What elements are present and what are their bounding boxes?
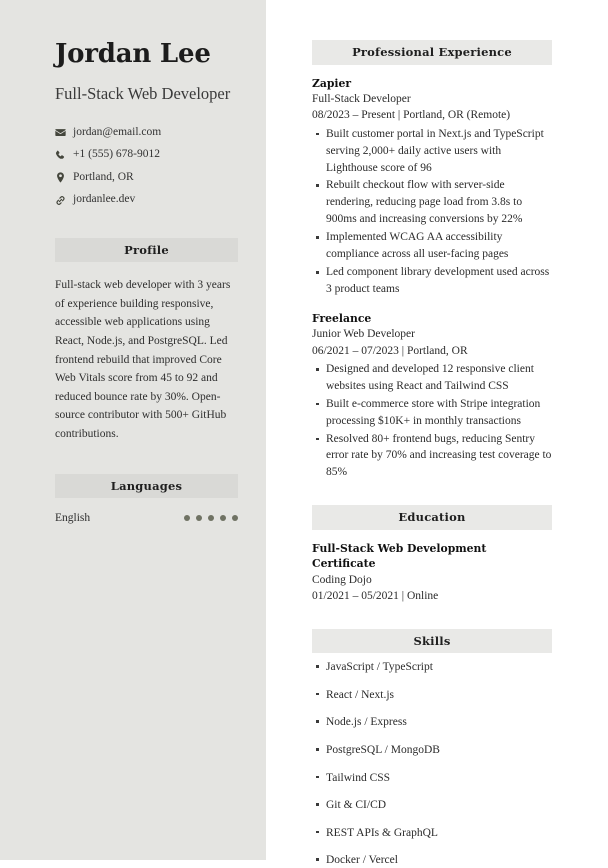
skill-item: JavaScript / TypeScript: [326, 659, 552, 675]
education-school: Coding Dojo: [312, 574, 372, 587]
education-entry: [312, 541, 552, 605]
contact-location-text: Portland, OR: [73, 170, 134, 183]
language-level-dots: [184, 515, 238, 521]
language-row: [55, 512, 238, 524]
job-bullet: Led component library development used across 3 product teams: [326, 264, 552, 298]
contact-item-email[interactable]: [55, 125, 238, 140]
skill-item: Docker / Vercel: [326, 852, 552, 868]
employer-name: Zapier: [312, 76, 352, 90]
location-pin-icon: [55, 172, 73, 183]
contact-item-website[interactable]: [55, 193, 238, 208]
section-heading-languages: Languages: [55, 474, 238, 499]
job-bullet: Rebuilt checkout flow with server-side rendering, reducing page load from 3.8s to 900ms and increasing conversions by 22%: [326, 177, 552, 228]
section-profile: [55, 238, 238, 444]
job-bullet: Implemented WCAG AA accessibility compliance across all user-facing pages: [326, 229, 552, 263]
section-experience: [312, 40, 552, 481]
skill-item: Tailwind CSS: [326, 770, 552, 786]
job-title: Junior Web Developer: [312, 328, 415, 341]
section-heading-experience: Professional Experience: [312, 40, 552, 65]
contact-phone-text: +1 (555) 678-9012: [73, 148, 160, 161]
experience-entry: [312, 76, 552, 298]
job-bullet: Resolved 80+ frontend bugs, reducing Sentry error rate by 70% and increasing test coverage to 85%: [326, 431, 552, 482]
skills-list: [312, 659, 552, 868]
experience-entry: [312, 311, 552, 482]
job-title: Full-Stack Developer: [312, 93, 411, 106]
job-bullet-list: [312, 361, 552, 481]
section-languages: [55, 474, 238, 525]
phone-icon: [55, 150, 73, 161]
link-icon: [55, 195, 73, 206]
contact-item-location: [55, 170, 238, 185]
profile-text: Full-stack web developer with 3 years of experience building responsive, accessible web applications using React, Node.js, and PostgreSQL. Led frontend rebuild that improved Core Web Vitals score from 45 to 92 and reduced bounce rate by 30%. Open-source contributor with 500+ GitHub contributions.: [55, 279, 231, 441]
job-bullet-list: [312, 126, 552, 298]
skill-item: Git & CI/CD: [326, 797, 552, 813]
job-bullet: Built e-commerce store with Stripe integration processing $10K+ in monthly transactions: [326, 396, 552, 430]
section-skills: [312, 629, 552, 868]
candidate-name: Jordan Lee: [55, 39, 211, 69]
skill-item: React / Next.js: [326, 687, 552, 703]
level-dot: [184, 515, 190, 521]
job-dates-location: 08/2023 – Present | Portland, OR (Remote): [312, 109, 511, 122]
skill-item: PostgreSQL / MongoDB: [326, 742, 552, 758]
section-education: [312, 505, 552, 604]
employer-name: Freelance: [312, 311, 372, 325]
level-dot: [232, 515, 238, 521]
level-dot: [196, 515, 202, 521]
skill-item: REST APIs & GraphQL: [326, 825, 552, 841]
sidebar: [0, 0, 266, 860]
envelope-icon: [55, 127, 73, 138]
section-heading-skills: Skills: [312, 629, 552, 654]
candidate-headline: Full-Stack Web Developer: [55, 84, 231, 104]
job-bullet: Designed and developed 12 responsive client websites using React and Tailwind CSS: [326, 361, 552, 395]
main-column: [266, 0, 608, 867]
language-name: English: [55, 512, 91, 525]
contact-website-text: jordanlee.dev: [73, 193, 136, 206]
education-title: Full-Stack Web Development Certificate: [312, 541, 487, 571]
job-bullet: Built customer portal in Next.js and TypeScript serving 2,000+ daily active users with Lighthouse score of 96: [326, 126, 552, 177]
contact-list: [55, 125, 238, 208]
education-dates-location: 01/2021 – 05/2021 | Online: [312, 590, 439, 603]
level-dot: [208, 515, 214, 521]
section-heading-profile: Profile: [55, 238, 238, 263]
contact-item-phone[interactable]: [55, 148, 238, 163]
section-heading-education: Education: [312, 505, 552, 530]
skill-item: Node.js / Express: [326, 714, 552, 730]
job-dates-location: 06/2021 – 07/2023 | Portland, OR: [312, 344, 468, 357]
contact-email-text: jordan@email.com: [73, 125, 162, 138]
level-dot: [220, 515, 226, 521]
